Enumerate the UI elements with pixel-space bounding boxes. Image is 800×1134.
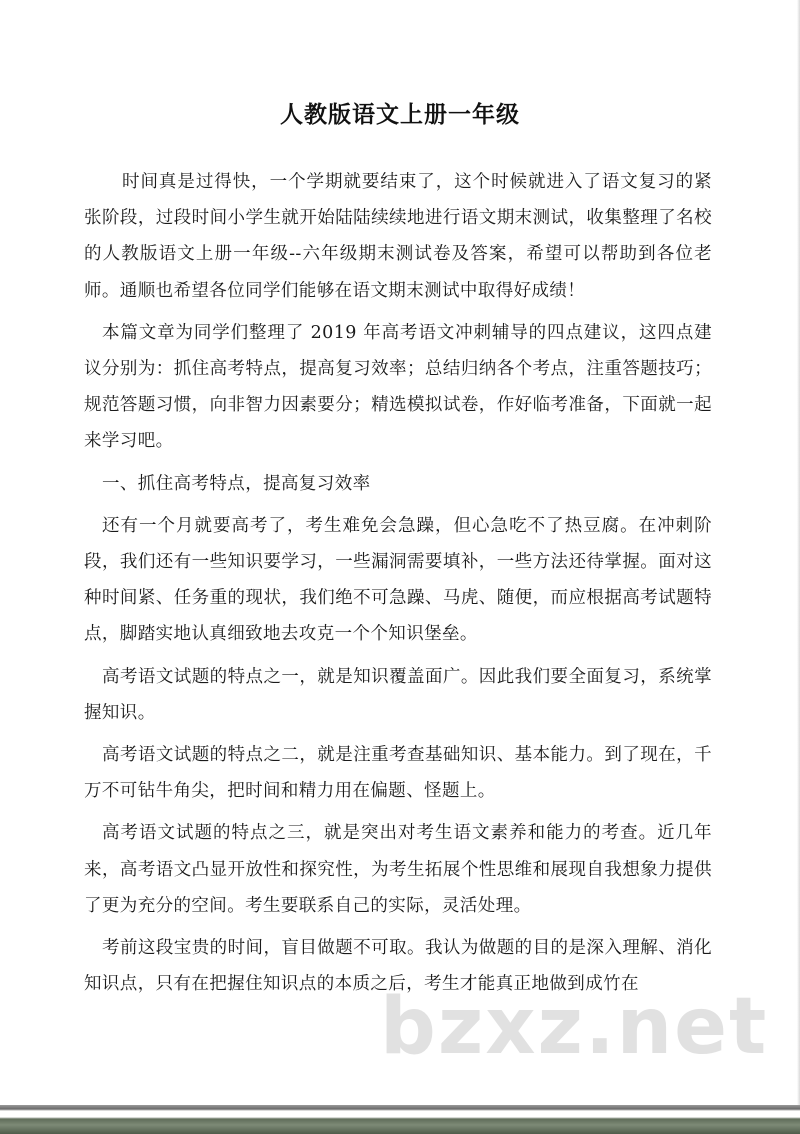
section-heading-1: 一、抓住高考特点，提高复习效率: [102, 473, 371, 494]
paragraph-feature-3: 高考语文试题的特点之三，就是突出对考生语文素养和能力的考查。近几年来，高考语文凸显开放性和探究性，为考生拓展个性思维和展现自我想象力提供了更为充分的空间。考生要联系自己的实际，灵活处理。: [84, 823, 712, 916]
paragraph-practice: 考前这段宝贵的时间，盲目做题不可取。我认为做题的目的是深入理解、消化知识点，只有在把握住知识点的本质之后，考生才能真正地做到成竹在: [84, 938, 712, 995]
paragraph-section-1: 还有一个月就要高考了，考生难免会急躁，但心急吃不了热豆腐。在冲刺阶段，我们还有一些知识要学习，一些漏洞需要填补，一些方法还待掌握。面对这种时间紧、任务重的现状，我们绝不可急躁、马虎、随便，而应根据高考试题特点，脚踏实地认真细致地去攻克一个个知识堡垒。: [84, 515, 712, 645]
watermark-logo: bzxz.net: [380, 982, 769, 1072]
bottom-image-strip: [0, 1105, 800, 1134]
document-title: 人教版语文上册一年级: [280, 102, 520, 128]
paragraph-feature-1: 高考语文试题的特点之一，就是知识覆盖面广。因此我们要全面复习，系统掌握知识。: [84, 666, 712, 723]
paragraph-intro: 时间真是过得快，一个学期就要结束了，这个时候就进入了语文复习的紧张阶段，过段时间小学生就开始陆陆续续地进行语文期末测试，收集整理了名校的人教版语文上册一年级--六年级期末测试卷及答案，希望可以帮助到各位老师。通顺也希望各位同学们能够在语文期末测试中取得好成绩！: [84, 172, 712, 301]
paragraph-feature-2: 高考语文试题的特点之二，就是注重考查基础知识、基本能力。到了现在，千万不可钻牛角尖，把时间和精力用在偏题、怪题上。: [84, 745, 712, 802]
document-body: [84, 164, 712, 1002]
paragraph-overview: 本篇文章为同学们整理了 2019 年高考语文冲刺辅导的四点建议，这四点建议分别为：抓住高考特点，提高复习效率；总结归纳各个考点，注重答题技巧；规范答题习惯，向非智力因素要分；精选模拟试卷，作好临考准备，下面就一起来学习吧。: [84, 322, 712, 452]
